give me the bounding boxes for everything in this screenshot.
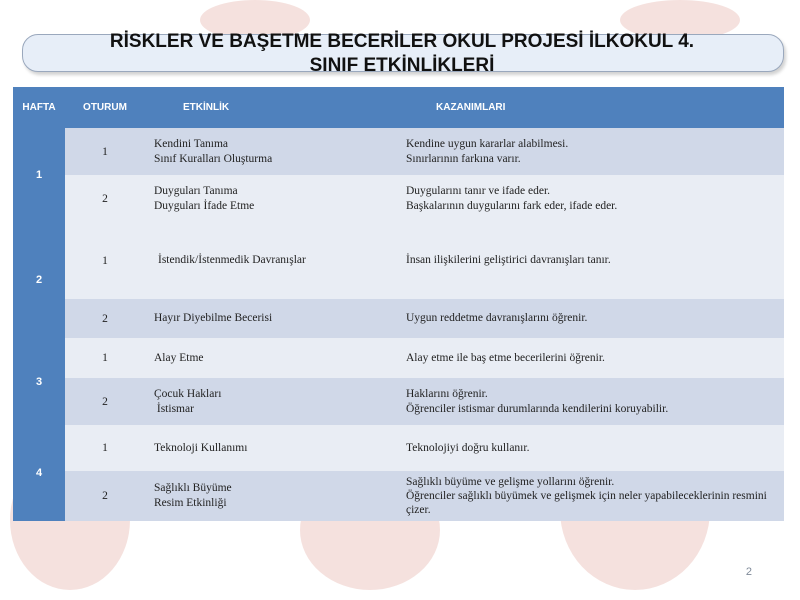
outcome-cell bbox=[402, 338, 784, 378]
outcome-line: İnsan ilişkilerini geliştirici davranışları tanır. bbox=[406, 254, 611, 266]
slide-title bbox=[22, 30, 782, 78]
activity-line: Duyguları İfade Etme bbox=[154, 199, 255, 212]
activity-cell bbox=[145, 299, 402, 338]
outcome-line: Alay etme ile baş etme becerilerini öğrenir. bbox=[406, 351, 605, 364]
table-row bbox=[13, 299, 784, 338]
activity-line: Alay Etme bbox=[154, 351, 204, 364]
activity-cell bbox=[145, 338, 402, 378]
table-header-row bbox=[13, 87, 784, 128]
activity-line: İstendik/İstenmedik Davranışlar bbox=[158, 254, 306, 266]
table-row bbox=[13, 425, 784, 471]
outcome-cell bbox=[402, 222, 784, 299]
outcome-cell bbox=[402, 378, 784, 425]
outcome-line: Sağlıklı büyüme ve gelişme yollarını öğrenir. bbox=[406, 476, 615, 488]
page-number: 2 bbox=[745, 566, 752, 578]
header-hafta: HAFTA bbox=[13, 87, 65, 128]
outcome-line: Öğrenciler sağlıklı büyümek ve gelişmek için neler yapabileceklerinin resmini çizer. bbox=[406, 490, 767, 516]
outcome-line: Haklarını öğrenir. bbox=[406, 387, 488, 400]
outcome-line: Uygun reddetme davranışlarını öğrenir. bbox=[406, 312, 588, 324]
activity-line: İstismar bbox=[154, 402, 194, 415]
activity-line: Sağlıklı Büyüme bbox=[154, 482, 232, 494]
activity-line: Çocuk Hakları bbox=[154, 387, 222, 400]
session-cell: 1 bbox=[65, 338, 145, 378]
week-cell: 3 bbox=[13, 338, 65, 425]
activity-cell bbox=[145, 175, 402, 222]
activity-line: Hayır Diyebilme Becerisi bbox=[154, 312, 273, 324]
activity-cell bbox=[145, 425, 402, 471]
outcome-cell bbox=[402, 299, 784, 338]
activity-cell bbox=[145, 222, 402, 299]
activity-line: Duyguları Tanıma bbox=[154, 184, 238, 197]
activity-cell bbox=[145, 128, 402, 175]
session-cell: 2 bbox=[65, 378, 145, 425]
table-row bbox=[13, 175, 784, 222]
activity-cell bbox=[145, 471, 402, 521]
week-cell: 1 bbox=[13, 128, 65, 222]
activity-line: Teknoloji Kullanımı bbox=[154, 441, 248, 454]
activity-line: Sınıf Kuralları Oluşturma bbox=[154, 152, 273, 165]
header-kazanimlar: KAZANIMLARI bbox=[402, 87, 784, 128]
session-cell: 1 bbox=[65, 425, 145, 471]
header-oturum: OTURUM bbox=[65, 87, 145, 128]
table-row bbox=[13, 222, 784, 299]
activities-table bbox=[13, 87, 784, 521]
outcome-cell bbox=[402, 128, 784, 175]
session-cell: 1 bbox=[65, 128, 145, 175]
activity-line: Kendini Tanıma bbox=[154, 137, 229, 150]
session-cell: 2 bbox=[65, 471, 145, 521]
outcome-line: Teknolojiyi doğru kullanır. bbox=[406, 441, 530, 454]
table-row bbox=[13, 128, 784, 175]
activity-line: Resim Etkinliği bbox=[154, 497, 227, 509]
outcome-line: Kendine uygun kararlar alabilmesi. bbox=[406, 137, 569, 150]
session-cell: 1 bbox=[65, 222, 145, 299]
week-cell: 2 bbox=[13, 222, 65, 338]
outcome-line: Başkalarının duygularını fark eder, ifade eder. bbox=[406, 199, 618, 212]
outcome-cell bbox=[402, 471, 784, 521]
activity-cell bbox=[145, 378, 402, 425]
outcome-line: Sınırlarının farkına varır. bbox=[406, 152, 521, 165]
header-etkinlik: ETKİNLİK bbox=[145, 87, 402, 128]
outcome-line: Öğrenciler istismar durumlarında kendilerini koruyabilir. bbox=[406, 402, 669, 415]
session-cell: 2 bbox=[65, 175, 145, 222]
session-cell: 2 bbox=[65, 299, 145, 338]
table-row bbox=[13, 471, 784, 521]
slide-title-line-2: SINIF ETKİNLİKLERİ bbox=[309, 55, 495, 76]
table-row bbox=[13, 338, 784, 378]
week-cell: 4 bbox=[13, 425, 65, 521]
outcome-cell bbox=[402, 175, 784, 222]
slide-title-line-1: RİSKLER VE BAŞETME BECERİLER OKUL PROJESİ İLKOKUL 4. bbox=[109, 31, 695, 52]
outcome-line: Duygularını tanır ve ifade eder. bbox=[406, 184, 551, 197]
outcome-cell bbox=[402, 425, 784, 471]
table-row bbox=[13, 378, 784, 425]
